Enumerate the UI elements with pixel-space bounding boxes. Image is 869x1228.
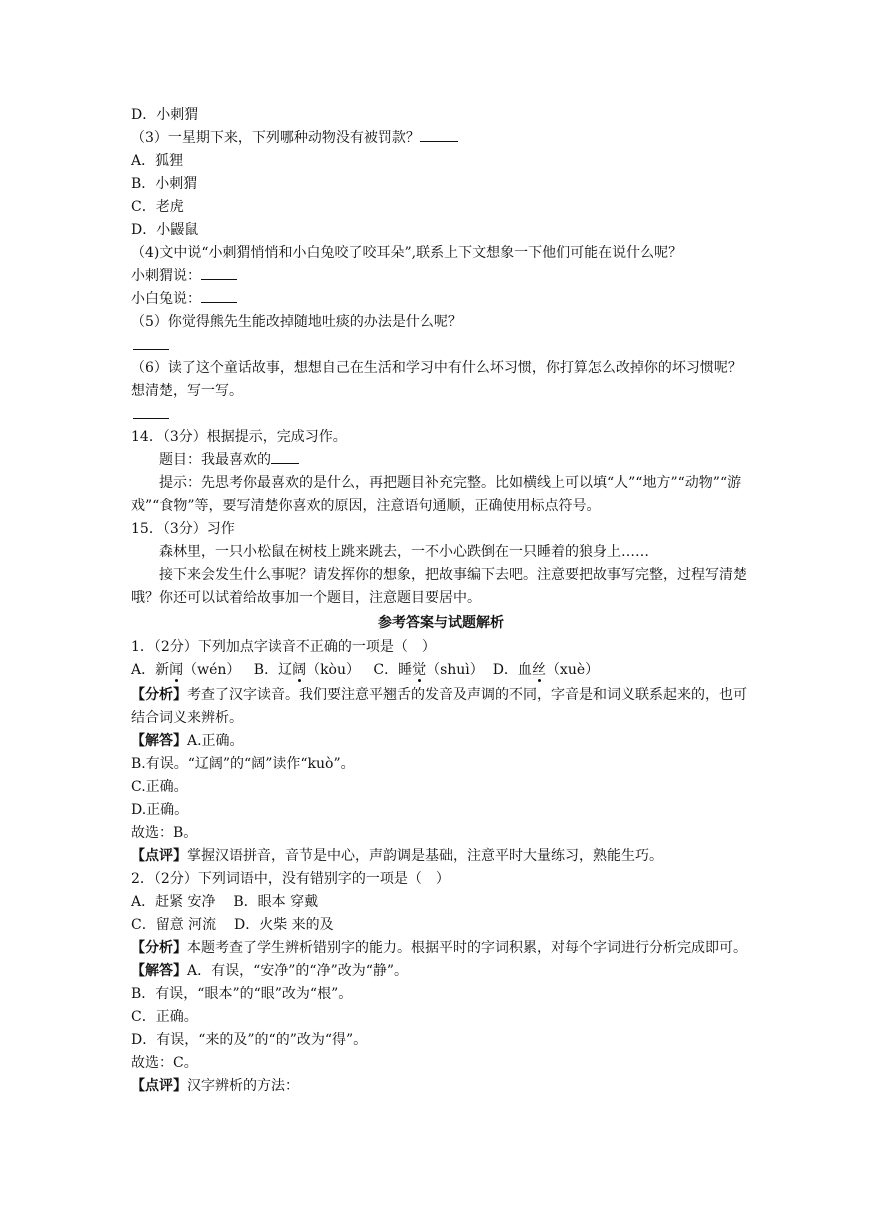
a2-heading: 2．（2分）下列词语中，没有错别字的一项是（ ） [131,871,450,887]
a2-options-cd [131,914,751,937]
q13-sub4: （4)文中说“小刺猬悄悄和小白兔咬了咬耳朵”,联系上下文想象一下他们可能在说什么呢？ [131,245,683,261]
a1-comment: 【点评】掌握汉语拼音，音节是中心，声韵调是基础，注意平时大量练习，熟能生巧。 [131,848,663,864]
document-content [131,104,751,1098]
analysis-tag: 【分析】 [131,687,187,703]
q14-topic [131,449,751,472]
q15-paragraph-2: 接下来会发生什么事呢？请发挥你的想象，把故事编下去吧。注意要把故事写完整，过程写清楚哦？你还可以试着给故事加一个题目，注意题目要居中。 [131,567,747,606]
a1-option-b: B．辽阔（kòu） [253,662,361,678]
a1-answer-b: B.有误。“辽阔”的“阔”读作“kuò”。 [131,756,355,772]
a1-heading: 1．（2分）下列加点字读音不正确的一项是（ ） [131,639,436,655]
q13-sub3-option-b: B．小刺猬 [131,176,198,192]
a2-answer-c: C．正确。 [131,1009,198,1025]
a1-choice: 故选：B。 [131,825,198,841]
q15-heading: 15．（3分）习作 [131,521,235,537]
dotted-char: 闻 [169,662,184,678]
q13-sub5: （5）你觉得熊先生能改掉随地吐痰的办法是什么呢？ [131,314,462,330]
dotted-char: 阔 [292,662,307,678]
q13-sub4-rabbit [131,288,751,311]
a2-analysis: 【分析】本题考查了学生辨析错别字的能力。根据平时的字词积累，对每个字词进行分析完成即可。 [131,940,747,956]
answer-blank [201,265,237,280]
a2-answer: 【解答】A．有误，“安净”的“净”改为“静”。 [131,963,409,979]
a1-answer-d: D.正确。 [131,802,189,818]
a2-option-a: A．赶紧 安净 [131,894,216,910]
a1-option-d: D．血丝（xuè） [492,662,600,678]
q13-sub3-option-d: D．小鼹鼠 [131,222,199,238]
answer-tag: 【解答】 [131,733,187,749]
a2-answer-b: B．有误，“眼本”的“眼”改为“根”。 [131,986,353,1002]
answer-tag: 【解答】 [131,963,187,979]
a1-option-c: C．睡觉（shuì） [373,662,484,678]
q15-paragraph-1: 森林里，一只小松鼠在树枝上跳来跳去，一不小心跌倒在一只睡着的狼身上…… [159,544,649,560]
q13-sub4-hedgehog [131,265,751,288]
q14-heading: 14．（3分）根据提示，完成习作。 [131,429,347,445]
q14-topic-text: 题目：我最喜欢的 [159,452,271,468]
a2-option-d: D．火柴 来的及 [233,917,334,933]
answers-title: 参考答案与试题解析 [378,615,504,631]
q13-sub3-option-c: C．老虎 [131,199,184,215]
dotted-char: 觉 [412,662,427,678]
a1-answer: 【解答】A.正确。 [131,733,244,749]
q13-sub6: （6）读了这个童话故事，想想自己在生活和学习中有什么坏习惯，你打算怎么改掉你的坏习惯呢？想清楚，写一写。 [131,360,742,399]
a2-answer-d: D．有误，“来的及”的“的”改为“得”。 [131,1032,368,1048]
comment-tag: 【点评】 [131,1078,187,1094]
a2-option-c: C．留意 河流 [131,917,217,933]
a2-comment: 【点评】汉字辨析的方法： [131,1078,299,1094]
a2-options-ab [131,891,751,914]
hedgehog-label: 小刺猬说： [131,268,201,284]
q13-option-d: D．小刺猬 [131,107,199,123]
q13-sub3 [131,127,751,150]
answer-blank-line [131,403,751,426]
answer-blank [271,449,299,464]
a1-analysis: 【分析】考查了汉字读音。我们要注意平翘舌的发音及声调的不同，字音是和词义联系起来的，也可结合词义来辨析。 [131,687,747,726]
analysis-tag: 【分析】 [131,940,187,956]
a1-option-a: A．新闻（wén） [131,662,241,678]
q13-sub3-option-a: A．狐狸 [131,153,184,169]
answer-blank [201,288,237,303]
rabbit-label: 小白兔说： [131,291,201,307]
q14-hint: 提示：先思考你最喜欢的是什么，再把题目补充完整。比如横线上可以填“人”“地方”“动物”“游戏”“食物”等，要写清楚你喜欢的原因，注意语句通顺，正确使用标点符号。 [131,475,742,514]
answer-blank-line [131,334,751,357]
a1-options [131,659,751,682]
answer-blank [420,127,458,142]
a2-choice: 故选：C。 [131,1055,198,1071]
a1-answer-c: C.正确。 [131,779,188,795]
q13-sub3-text: （3）一星期下来，下列哪种动物没有被罚款？ [131,130,420,146]
comment-tag: 【点评】 [131,848,187,864]
dotted-char: 丝 [531,662,546,678]
a2-option-b: B．眼本 穿戴 [233,894,319,910]
